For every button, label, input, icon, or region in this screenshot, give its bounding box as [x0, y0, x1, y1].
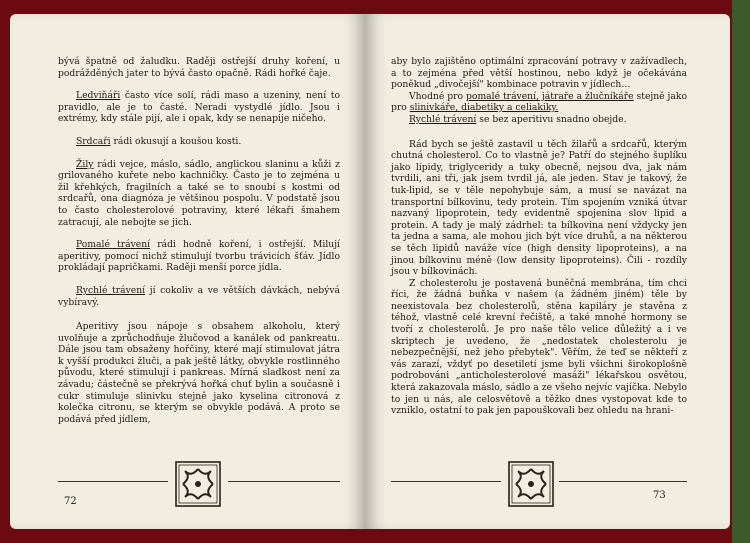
term-pomale-traveni: Pomalé trávení [76, 239, 151, 251]
rychle-text: se bez aperitivu snadno obejde. [476, 113, 627, 125]
vhodne-pre: Vhodné pro [409, 90, 467, 102]
term-ledvinari: Ledviňáři [76, 90, 121, 102]
left-page [10, 14, 365, 529]
pomale-text: rádi hodně koření, i ostřejší. Milují aperitivy, pomocí nichž stimulují tvorbu trávicích šťáv. Jídlo prokládají papričkami. Raději menší porce jídla. [58, 239, 340, 274]
term-zily: Žily [76, 158, 94, 170]
rychle-text: jí cokoliv a ve větších dávkách, nebývá vybíravý. [58, 284, 340, 308]
right-page [365, 14, 730, 529]
right-paragraph-intro: aby bylo zajištěno optimální zpracování potravy v zažívadlech, a to zejména před větší hostinou, nebo když je očekávána poněkud „divočejší" kombinace potravin v jídlech… [391, 56, 687, 91]
left-paragraph-srdcari [58, 136, 340, 148]
term-rychle-traveni: Rychlé trávení [76, 284, 146, 296]
ornament-vignette-icon [175, 461, 221, 507]
right-footer-ornament [391, 461, 687, 511]
left-paragraph-intro: bývá špatně od žaludku. Raději ostřejší druhy koření, u podrážděných jater to bývá často opačně. Rádi hořké čaje. [58, 56, 340, 79]
left-paragraph-zily [58, 159, 340, 229]
right-page-text [391, 56, 687, 417]
right-paragraph-vhodne [391, 91, 687, 114]
left-paragraph-pomale [58, 239, 340, 274]
left-paragraph-ledvinari [58, 90, 340, 125]
srdcari-text: rádi okusují a koušou kosti. [110, 135, 242, 147]
left-footer-ornament [58, 461, 340, 511]
term-rychle-traveni: Rychlé trávení [409, 113, 477, 125]
term-srdcari: Srdcaři [76, 135, 111, 147]
page-number-left: 72 [64, 496, 77, 507]
left-page-text [58, 56, 340, 425]
term-slinivkare: slinivkáře, diabetiky a celiakiky. [409, 102, 559, 114]
footer-rule-left [391, 481, 501, 482]
footer-rule-right [559, 481, 687, 482]
footer-rule-left [58, 481, 168, 482]
background-foliage [732, 0, 750, 543]
term-pomale-jatrare: pomalé trávení, játraře a žlučníkáře [466, 90, 634, 102]
ornament-vignette-icon [508, 461, 554, 507]
vhodne-mid: stejně jako pro [391, 90, 687, 114]
right-paragraph-membrana: Z cholesterolu je postavená buněčná membrána, tím chci říci, že žádná buňka v našem (a žádném jiném) těle by neexistovala bez cholesterolů, stěna kapiláry je stavěna z téhož, vlastně celé krevní řečiště, a také mnohé hormony se tvoří z cholesterolů. Je pro naše tělo velice důležitý a i ve skriptech je uvedeno, že „nedostatek cholesterolu je nebezpečnější, než jeho přebytek". Věřím, že teď se někteří z vás zarazí, vždyť po desetiletí jsme byli všichni širokoplošně podrobováni „anticholesterolové masáži" lékařskou osvětou, která zakazovala máslo, sádlo a ze všeho nejvíc vajíčka. Nebylo to jen u nás, ale celosvětově a těžko dnes vystopovat kde to vzniklo, ostatní to pak jen papouškovali bez ohledu na hrani- [391, 277, 687, 417]
left-paragraph-rychle [58, 285, 340, 308]
right-paragraph-cholesterol: Rád bych se ještě zastavil u těch žilařů a srdcařů, kterým chutná cholesterol. Co to vlastně je? Patří do stejného šuplíku jako lipidy, triglyceridy a tuky obecně, nejsou dva, jak nám tvrdili, ani tři, jak jsem tvrdil já, ale jeden. Stav je takový, že tuk-lipid, se v těle nepohybuje sám, a musí se navázat na transportní bílkovinu, tedy protein. Tím spojením vzniká útvar nazvaný lipoprotein, tedy evidentně spojenina slov lipid a protein. A tady je malý zádrhel: ta bílkovina není vždycky jen ta jedna a sama, ale mohou jich být více druhů, a na některou se těch lipidů naváže více (high density lipoproteins), a na jinou bílkovinu méně (low density lipoproteins). Čili - rozdíly jsou v bílkovinách. [391, 138, 687, 278]
footer-rule-right [228, 481, 340, 482]
ledvinari-text: často více solí, rádi maso a uzeniny, není to pravidlo, ale je to časté. Neradi vystydlé jídlo. Jsou i extrémy, kdy stále pijí, ale i opak, kdy se nenapije ničeho. [58, 90, 340, 125]
right-paragraph-rychle [391, 114, 687, 126]
left-paragraph-aperitivy: Aperitivy jsou nápoje s obsahem alkoholu, který uvolňuje a zprůchodňuje žlučovod a kanálek od pankreatu. Dále jsou tam obsaženy hořčiny, které mají stimulovat játra k vyšší produkci žluči, a pak ještě látky, obvykle rostlinného původu, které stimulují i pankreas. Mírná sladkost není za závadu; částečně se překrývá hořká chuť bylin a současně i cukr stimuluje slinivku stejně jako kyselina citronová z kolečka citronu, se kterým se obvykle podává. A proto se podává před jídlem, [58, 321, 340, 425]
page-number-right: 73 [653, 490, 666, 501]
zily-text: rádi vejce, máslo, sádlo, anglickou slaninu a kůži z grilovaného kuřete nebo kachničky. Často je to zejména u žil křehkých, fragilních a také se to snoubí s kostmi od srdcařů, ona diagnóza je většinou pospolu. V podstatě jsou to často cholesterolové potraviny, které lékaři šmahem zatracují, ale nebojte se jich. [58, 158, 340, 228]
